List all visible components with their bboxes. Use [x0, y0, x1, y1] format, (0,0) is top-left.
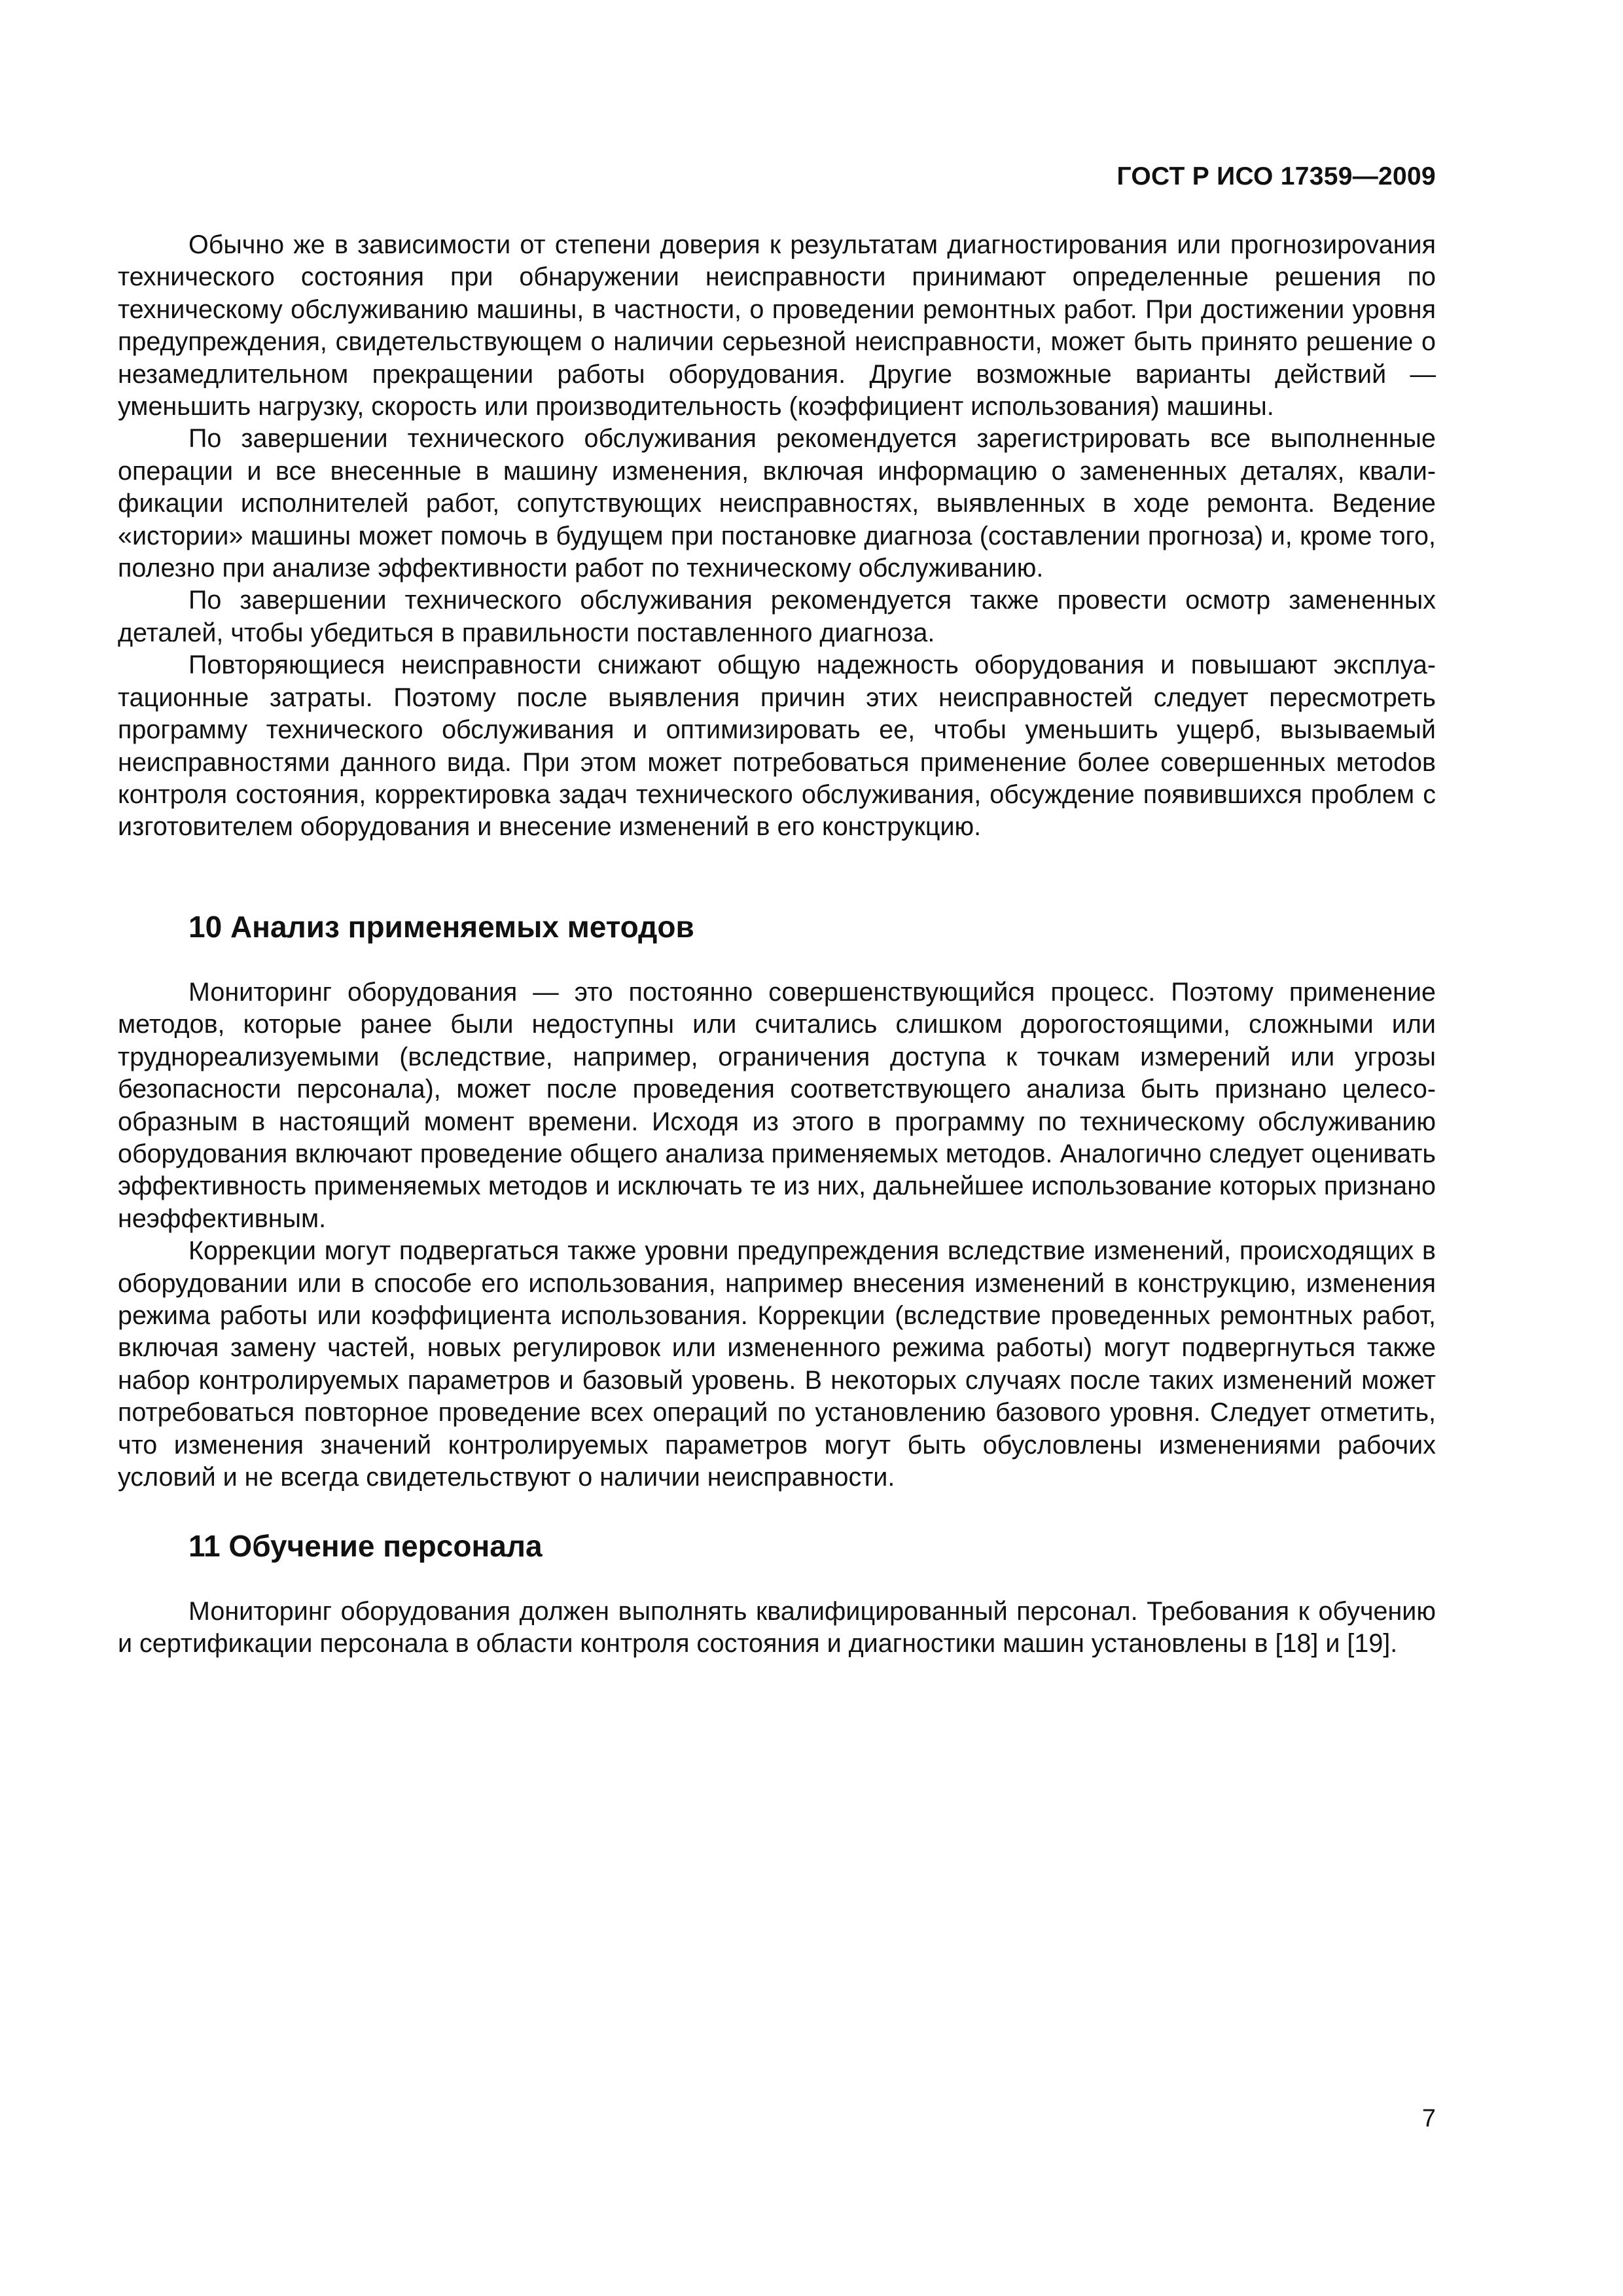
paragraph: По завершении технического обслуживания рекомендуется также провести осмотр замененных деталей, чтобы убедиться в правильности поставленного диагноза. — [118, 586, 1436, 647]
paragraph: Обычно же в зависимости от степени доверия к результатам диагностирования или прогнозироvания технического состояния при обнаружении неисправности принимают определенные решения по техническому обслуживанию машины, в частности, о проведении ремонтных работ. При достижении уровня предупреждения, свидетельствующем о наличии серьезной неисправности, может быть принято решение о незамедлительном прекращении работы оборудования. Другие возможные варианты действий — уменьшить нагрузку, скорость или производительность (коэффициент использования) машины. — [118, 230, 1436, 422]
section-10-text-block — [118, 977, 1436, 1494]
paragraph: Мониторинг оборудования должен выполнять квалифицированный персонал. Требования к обучению и сертификации персонала в области контроля состояния и диагностики машин установлены в [18] и [19]. — [118, 1597, 1436, 1659]
section-11-text-block — [118, 1596, 1436, 1660]
standard-code-header: ГОСТ Р ИСО 17359—2009 — [1116, 162, 1436, 190]
paragraph: Мониторинг оборудования — это постоянно совершенствующийся процесс. Поэтому применение методов, которые ранее были недоступны или считались слишком дорогостоящими, сложными или труднореализуемыми (вследствие, например, ограничения доступа к точкам измерений или угрозы безопасности персонала), может после проведения соответствующего анализа быть признано целесообразным в настоящий момент времени. Исходя из этого в программу по техническому обслуживанию оборудования включают проведение общего анализа применяемых методов. Аналогично следует оценивать эффективность применяемых методов и исключать те из них, дальнейшее использование которых признано неэффективным. — [118, 978, 1436, 1233]
section-10 — [118, 908, 1436, 945]
paragraph: Коррекции могут подвергаться также уровни предупреждения вследствие изменений, происходящих в оборудовании или в способе его использования, например внесения изменений в конструкцию, изменения режима работы или коэффициента использования. Коррекции (вследствие проведенных ремонтных работ, включая замену частей, новых регулировок или измененного режима работы) могут подвергнуться также набор контролируемых параметров и базовый уровень. В некоторых случаях после таких изменений может потребоваться повторное проведение всех операций по установлению базового уровня. Следует отметить, что изменения значений контролируемых параметров могут быть обусловлены изменениями рабочих условий и не всегда свидетельствуют о наличии неисправности. — [118, 1236, 1436, 1492]
section-heading: 10 Анализ применяемых методов — [188, 910, 694, 944]
section-heading: 11 Обучение персонала — [188, 1529, 543, 1563]
section-11 — [118, 1528, 1436, 1564]
intro-text-block — [118, 229, 1436, 844]
page-number: 7 — [1421, 2105, 1436, 2132]
paragraph: По завершении технического обслуживания рекомендуется зарегистрировать все выполненные операции и все внесенные в машину изменения, включая информацию о замененных деталях, квалификации исполнителей работ, сопутствующих неисправностях, выявленных в ходе ремонта. Ведение «истории» машины может помочь в будущем при постановке диагноза (составлении прогноза) и, кроме того, полезно при анализе эффективности работ по техническому обслуживанию. — [118, 424, 1436, 583]
paragraph: Повторяющиеся неисправности снижают общую надежность оборудования и повышают эксплуатационные затраты. Поэтому после выявления причин этих неисправностей следует пересмотреть программу технического обслуживания и оптимизировать ее, чтобы уменьшить ущерб, вызываемый неисправностями данного вида. При этом может потребоваться применение более совершенных метоdов контроля состояния, корректировка задач технического обслуживания, обсуждение появившихся проблем с изготовителем оборудования и внесение изменений в его конструкцию. — [118, 651, 1436, 842]
